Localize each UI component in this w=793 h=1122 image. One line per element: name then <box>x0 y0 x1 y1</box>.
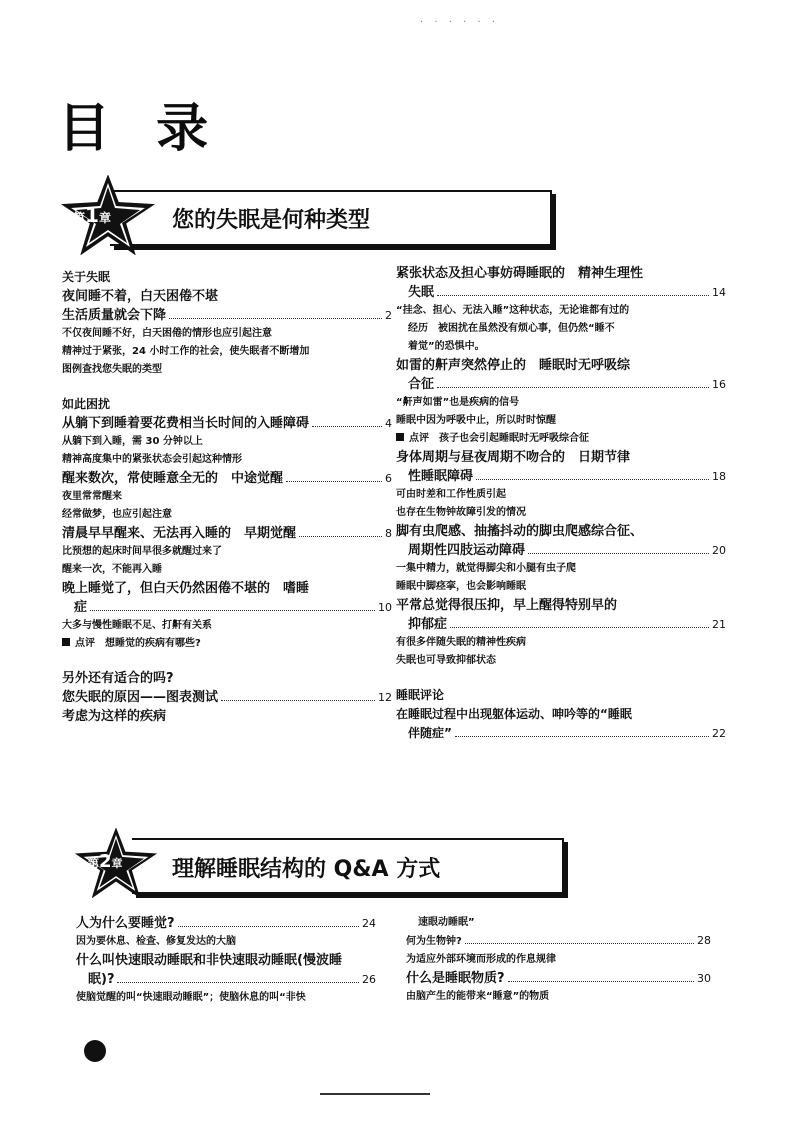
toc-entry-text: 夜间睡不着，白天困倦不堪 <box>62 289 219 304</box>
toc-entry-text: 比预想的起床时间早很多就醒过来了 <box>62 546 222 557</box>
toc-entry-text: 着觉”的恐惧中。 <box>408 341 485 352</box>
toc-section-heading <box>396 705 726 724</box>
chapter1-badge-post: 章 <box>98 211 111 225</box>
toc-entry[interactable] <box>396 264 726 283</box>
toc-subentry <box>396 320 726 338</box>
toc-entry-text: 睡眠中脚痉挛，也会影响睡眠 <box>396 581 526 592</box>
toc-subentry <box>62 325 392 343</box>
toc-entry[interactable] <box>76 951 376 970</box>
chapter2-badge-post: 章 <box>111 857 123 870</box>
toc-entry-text: 抑郁症 <box>408 617 448 632</box>
toc-entry-text: 可由时差和工作性质引起 <box>396 489 506 500</box>
toc-entry[interactable] <box>76 970 376 989</box>
dot-leader <box>508 981 694 982</box>
toc-entry-text: 如雷的鼾声突然停止的 睡眠时无呼吸综 <box>396 358 631 373</box>
chapter2-title: 理解睡眠结构的 Q&A 方式 <box>172 857 441 882</box>
toc-subentry <box>62 488 392 506</box>
toc-entry-text: 从躺下到睡着要花费相当长时间的入睡障碍 <box>62 416 310 431</box>
toc-entry[interactable] <box>396 724 726 743</box>
toc-entry[interactable] <box>406 932 711 951</box>
toc-subentry <box>62 343 392 361</box>
page-number: 8 <box>385 527 392 540</box>
toc-entry[interactable] <box>396 522 726 541</box>
toc-subentry <box>76 989 376 1007</box>
toc-entry-text: 因为要休息、检查、修复发达的大脑 <box>76 936 236 947</box>
toc-entry-text: 伴随症” <box>408 726 452 740</box>
toc-entry-text: 也存在生物钟故障引发的情况 <box>396 507 526 518</box>
toc-entry-text: 不仅夜间睡不好，白天困倦的情形也应引起注意 <box>62 328 272 339</box>
toc-entry-text: 晚上睡觉了，但白天仍然困倦不堪的 嗜睡 <box>62 581 310 596</box>
toc-subentry <box>62 635 392 653</box>
toc-entry-text: 紧张状态及担心事妨碍睡眠的 精神生理性 <box>396 266 644 281</box>
toc-subentry <box>396 302 726 320</box>
toc-entry-text: 如此困扰 <box>62 397 111 411</box>
toc-subentry <box>62 543 392 561</box>
toc-entry-text: 您失眠的原因——图表测试 <box>62 690 219 705</box>
toc-subentry <box>396 430 726 448</box>
toc-entry-text: 点评 孩子也会引起睡眠时无呼吸综合征 <box>409 433 589 444</box>
toc-entry-text: 睡眠中因为呼吸中止，所以时时惊醒 <box>396 415 556 426</box>
toc-subentry <box>396 338 726 356</box>
toc-subentry <box>406 951 711 969</box>
chapter1-badge-num: 1 <box>85 203 99 227</box>
dot-leader <box>312 426 382 427</box>
toc-entry[interactable] <box>396 283 726 302</box>
toc-entry-text: 什么是睡眠物质? <box>406 971 505 986</box>
toc-entry-text: “鼾声如雷”也是疾病的信号 <box>396 397 520 408</box>
toc-entry[interactable] <box>76 914 376 933</box>
chapter2-badge <box>88 851 123 872</box>
toc-entry-text: 精神高度集中的紧张状态会引起这种情形 <box>62 454 242 465</box>
toc-entry-text: 关于失眠 <box>62 270 111 284</box>
chapter1-right-column <box>396 264 726 743</box>
toc-entry-text: 精神过于紧张，24 小时工作的社会，使失眠者不断增加 <box>62 346 310 357</box>
toc-entry-text: 失眠也可导致抑郁状态 <box>396 655 496 666</box>
toc-entry[interactable] <box>396 467 726 486</box>
dot-leader <box>528 553 709 554</box>
chapter2-badge-num: 2 <box>99 851 112 872</box>
toc-entry-text: 点评 想睡觉的疾病有哪些? <box>75 638 201 649</box>
toc-subentry <box>62 506 392 524</box>
dot-leader <box>465 943 694 944</box>
toc-entry-text: 醒来一次，不能再入睡 <box>62 564 162 575</box>
toc-entry-text: 另外还有适合的吗? <box>62 671 174 686</box>
dot-leader <box>437 387 709 388</box>
page-number: 28 <box>697 934 711 947</box>
toc-subentry <box>396 634 726 652</box>
toc-subentry <box>396 652 726 670</box>
page-number: 16 <box>712 378 726 391</box>
toc-entry[interactable] <box>62 469 392 488</box>
toc-entry[interactable] <box>62 287 392 306</box>
dot-leader <box>476 479 709 480</box>
toc-entry[interactable] <box>396 375 726 394</box>
toc-entry-text: 眠)? <box>88 972 115 987</box>
dot-leader <box>178 926 359 927</box>
toc-entry-text: 为适应外部环境而形成的作息规律 <box>406 954 556 965</box>
toc-entry-text: 失眠 <box>408 285 435 300</box>
square-bullet-icon <box>62 638 70 646</box>
dot-leader <box>221 700 375 701</box>
toc-entry-text: 脚有虫爬感、抽搐抖动的脚虫爬感综合征、 <box>396 524 644 539</box>
chapter1-badge <box>73 203 111 227</box>
page-number: 12 <box>378 691 392 704</box>
toc-entry-text: 考虑为这样的疾病 <box>62 709 167 724</box>
toc-subentry <box>406 988 711 1006</box>
dot-leader <box>90 610 375 611</box>
toc-entry[interactable] <box>62 306 392 325</box>
dot-leader <box>437 295 709 296</box>
chapter1-title: 您的失眠是何种类型 <box>172 208 371 233</box>
toc-entry-text: 周期性四肢运动障碍 <box>408 543 526 558</box>
toc-subentry <box>62 433 392 451</box>
toc-entry-text: 经常做梦，也应引起注意 <box>62 509 172 520</box>
toc-entry[interactable] <box>396 448 726 467</box>
chapter2-badge-pre: 第 <box>88 857 99 870</box>
toc-subentry <box>76 933 376 951</box>
scan-line <box>320 1093 430 1095</box>
toc-entry-text: 有很多伴随失眠的精神性疾病 <box>396 637 526 648</box>
page-number: 14 <box>712 286 726 299</box>
toc-entry-text: 从躺下到入睡，需 30 分钟以上 <box>62 436 203 447</box>
toc-subentry <box>396 394 726 412</box>
toc-section-heading <box>62 395 392 414</box>
toc-entry[interactable] <box>62 707 392 726</box>
page-number: 24 <box>362 917 376 930</box>
toc-entry[interactable] <box>62 598 392 617</box>
chapter2-left-column <box>76 914 376 1007</box>
toc-entry[interactable] <box>396 596 726 615</box>
toc-subentry <box>396 504 726 522</box>
toc-entry-text: 一集中精力，就觉得脚尖和小腿有虫子爬 <box>396 563 576 574</box>
toc-entry[interactable] <box>62 579 392 598</box>
toc-entry[interactable] <box>62 688 392 707</box>
toc-entry-text: 平常总觉得很压抑，早上醒得特别早的 <box>396 598 618 613</box>
dot-leader <box>455 736 709 737</box>
page-number: 18 <box>712 470 726 483</box>
toc-entry-text: 生活质量就会下降 <box>62 308 167 323</box>
toc-entry-text: “挂念、担心、无法入睡”这种状态，无论谁都有过的 <box>396 305 630 316</box>
toc-entry-text: 图例查找您失眠的类型 <box>62 364 162 375</box>
page-title: 目 录 <box>58 99 223 159</box>
toc-subentry <box>396 560 726 578</box>
toc-entry[interactable] <box>62 524 392 543</box>
chapter1-badge-pre: 第 <box>73 211 86 225</box>
toc-entry-text: 在睡眠过程中出现躯体运动、呻吟等的“睡眠 <box>396 707 632 721</box>
toc-subentry <box>396 578 726 596</box>
toc-subentry <box>406 914 711 932</box>
toc-subentry <box>396 412 726 430</box>
page-number: 26 <box>362 973 376 986</box>
dot-leader <box>299 536 382 537</box>
page-marker-icon <box>84 1040 106 1062</box>
dot-leader <box>169 318 382 319</box>
toc-entry-text: 清晨早早醒来、无法再入睡的 早期觉醒 <box>62 526 297 541</box>
chapter2-right-column <box>406 914 711 1006</box>
page-number: 2 <box>385 309 392 322</box>
page-number: 4 <box>385 417 392 430</box>
scan-dots: . . . . . . <box>420 14 499 25</box>
toc-section-heading <box>62 268 392 287</box>
toc-entry-text: 何为生物钟? <box>406 936 462 947</box>
page-number: 22 <box>712 727 726 740</box>
toc-entry-text: 醒来数次，常使睡意全无的 中途觉醒 <box>62 471 284 486</box>
toc-section-heading <box>396 686 726 705</box>
toc-entry-text: 性睡眠障碍 <box>408 469 474 484</box>
toc-entry-text: 身体周期与昼夜周期不吻合的 日期节律 <box>396 450 631 465</box>
page-number: 30 <box>697 972 711 985</box>
toc-entry-text: 人为什么要睡觉? <box>76 916 175 931</box>
toc-entry-text: 由脑产生的能带来“睡意”的物质 <box>406 991 550 1002</box>
toc-entry[interactable] <box>62 414 392 433</box>
square-bullet-icon <box>396 433 404 441</box>
toc-subentry <box>62 561 392 579</box>
dot-leader <box>450 627 709 628</box>
toc-entry[interactable] <box>406 969 711 988</box>
toc-entry[interactable] <box>396 541 726 560</box>
toc-entry-text: 速眼动睡眠” <box>418 917 475 928</box>
toc-subentry <box>62 451 392 469</box>
toc-entry[interactable] <box>396 615 726 634</box>
toc-entry-text: 大多与慢性睡眠不足、打鼾有关系 <box>62 620 212 631</box>
toc-entry-text: 夜里常常醒来 <box>62 491 122 502</box>
toc-entry[interactable] <box>396 356 726 375</box>
toc-entry-text: 经历 被困扰在虽然没有烦心事，但仍然“睡不 <box>408 323 615 334</box>
page-number: 20 <box>712 544 726 557</box>
chapter1-left-column <box>62 268 392 726</box>
toc-entry[interactable] <box>62 669 392 688</box>
toc-entry-text: 使脑觉醒的叫“快速眼动睡眠”；使脑休息的叫“非快 <box>76 992 306 1003</box>
toc-subentry <box>62 361 392 379</box>
toc-subentry <box>396 486 726 504</box>
page-number: 10 <box>378 601 392 614</box>
toc-subentry <box>62 617 392 635</box>
toc-entry-text: 症 <box>74 600 88 615</box>
toc-entry-text: 合征 <box>408 377 435 392</box>
toc-entry-text: 什么叫快速眼动睡眠和非快速眼动睡眠(慢波睡 <box>76 953 342 968</box>
dot-leader <box>286 481 382 482</box>
page-number: 6 <box>385 472 392 485</box>
toc-entry-text: 睡眠评论 <box>396 688 445 702</box>
page-number: 21 <box>712 618 726 631</box>
dot-leader <box>117 982 359 983</box>
